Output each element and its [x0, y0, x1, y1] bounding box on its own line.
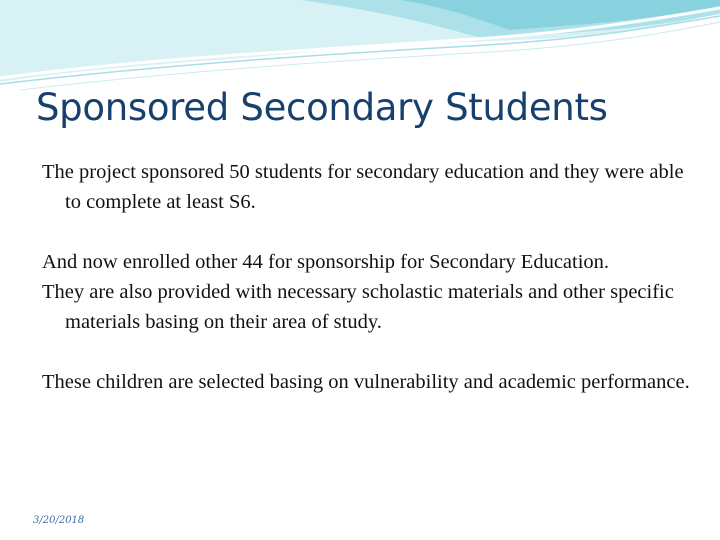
slide-body	[42, 157, 692, 397]
slide-date: 3/20/2018	[33, 515, 85, 526]
header-wave-decoration	[0, 0, 720, 100]
paragraph-gap	[42, 217, 692, 247]
paragraph-scholastic-materials: They are also provided with necessary scholastic materials and other specific materials basing on their area of study.	[42, 281, 674, 333]
paragraph-selection-criteria: These children are selected basing on vulnerability and academic performance.	[42, 371, 690, 393]
slide-title: Sponsored Secondary Students	[36, 86, 608, 129]
paragraph-enrolled-44: And now enrolled other 44 for sponsorship for Secondary Education.	[42, 251, 610, 273]
paragraph-gap	[42, 337, 692, 367]
paragraph-sponsored-50: The project sponsored 50 students for secondary education and they were able to complete at least S6.	[42, 161, 684, 213]
